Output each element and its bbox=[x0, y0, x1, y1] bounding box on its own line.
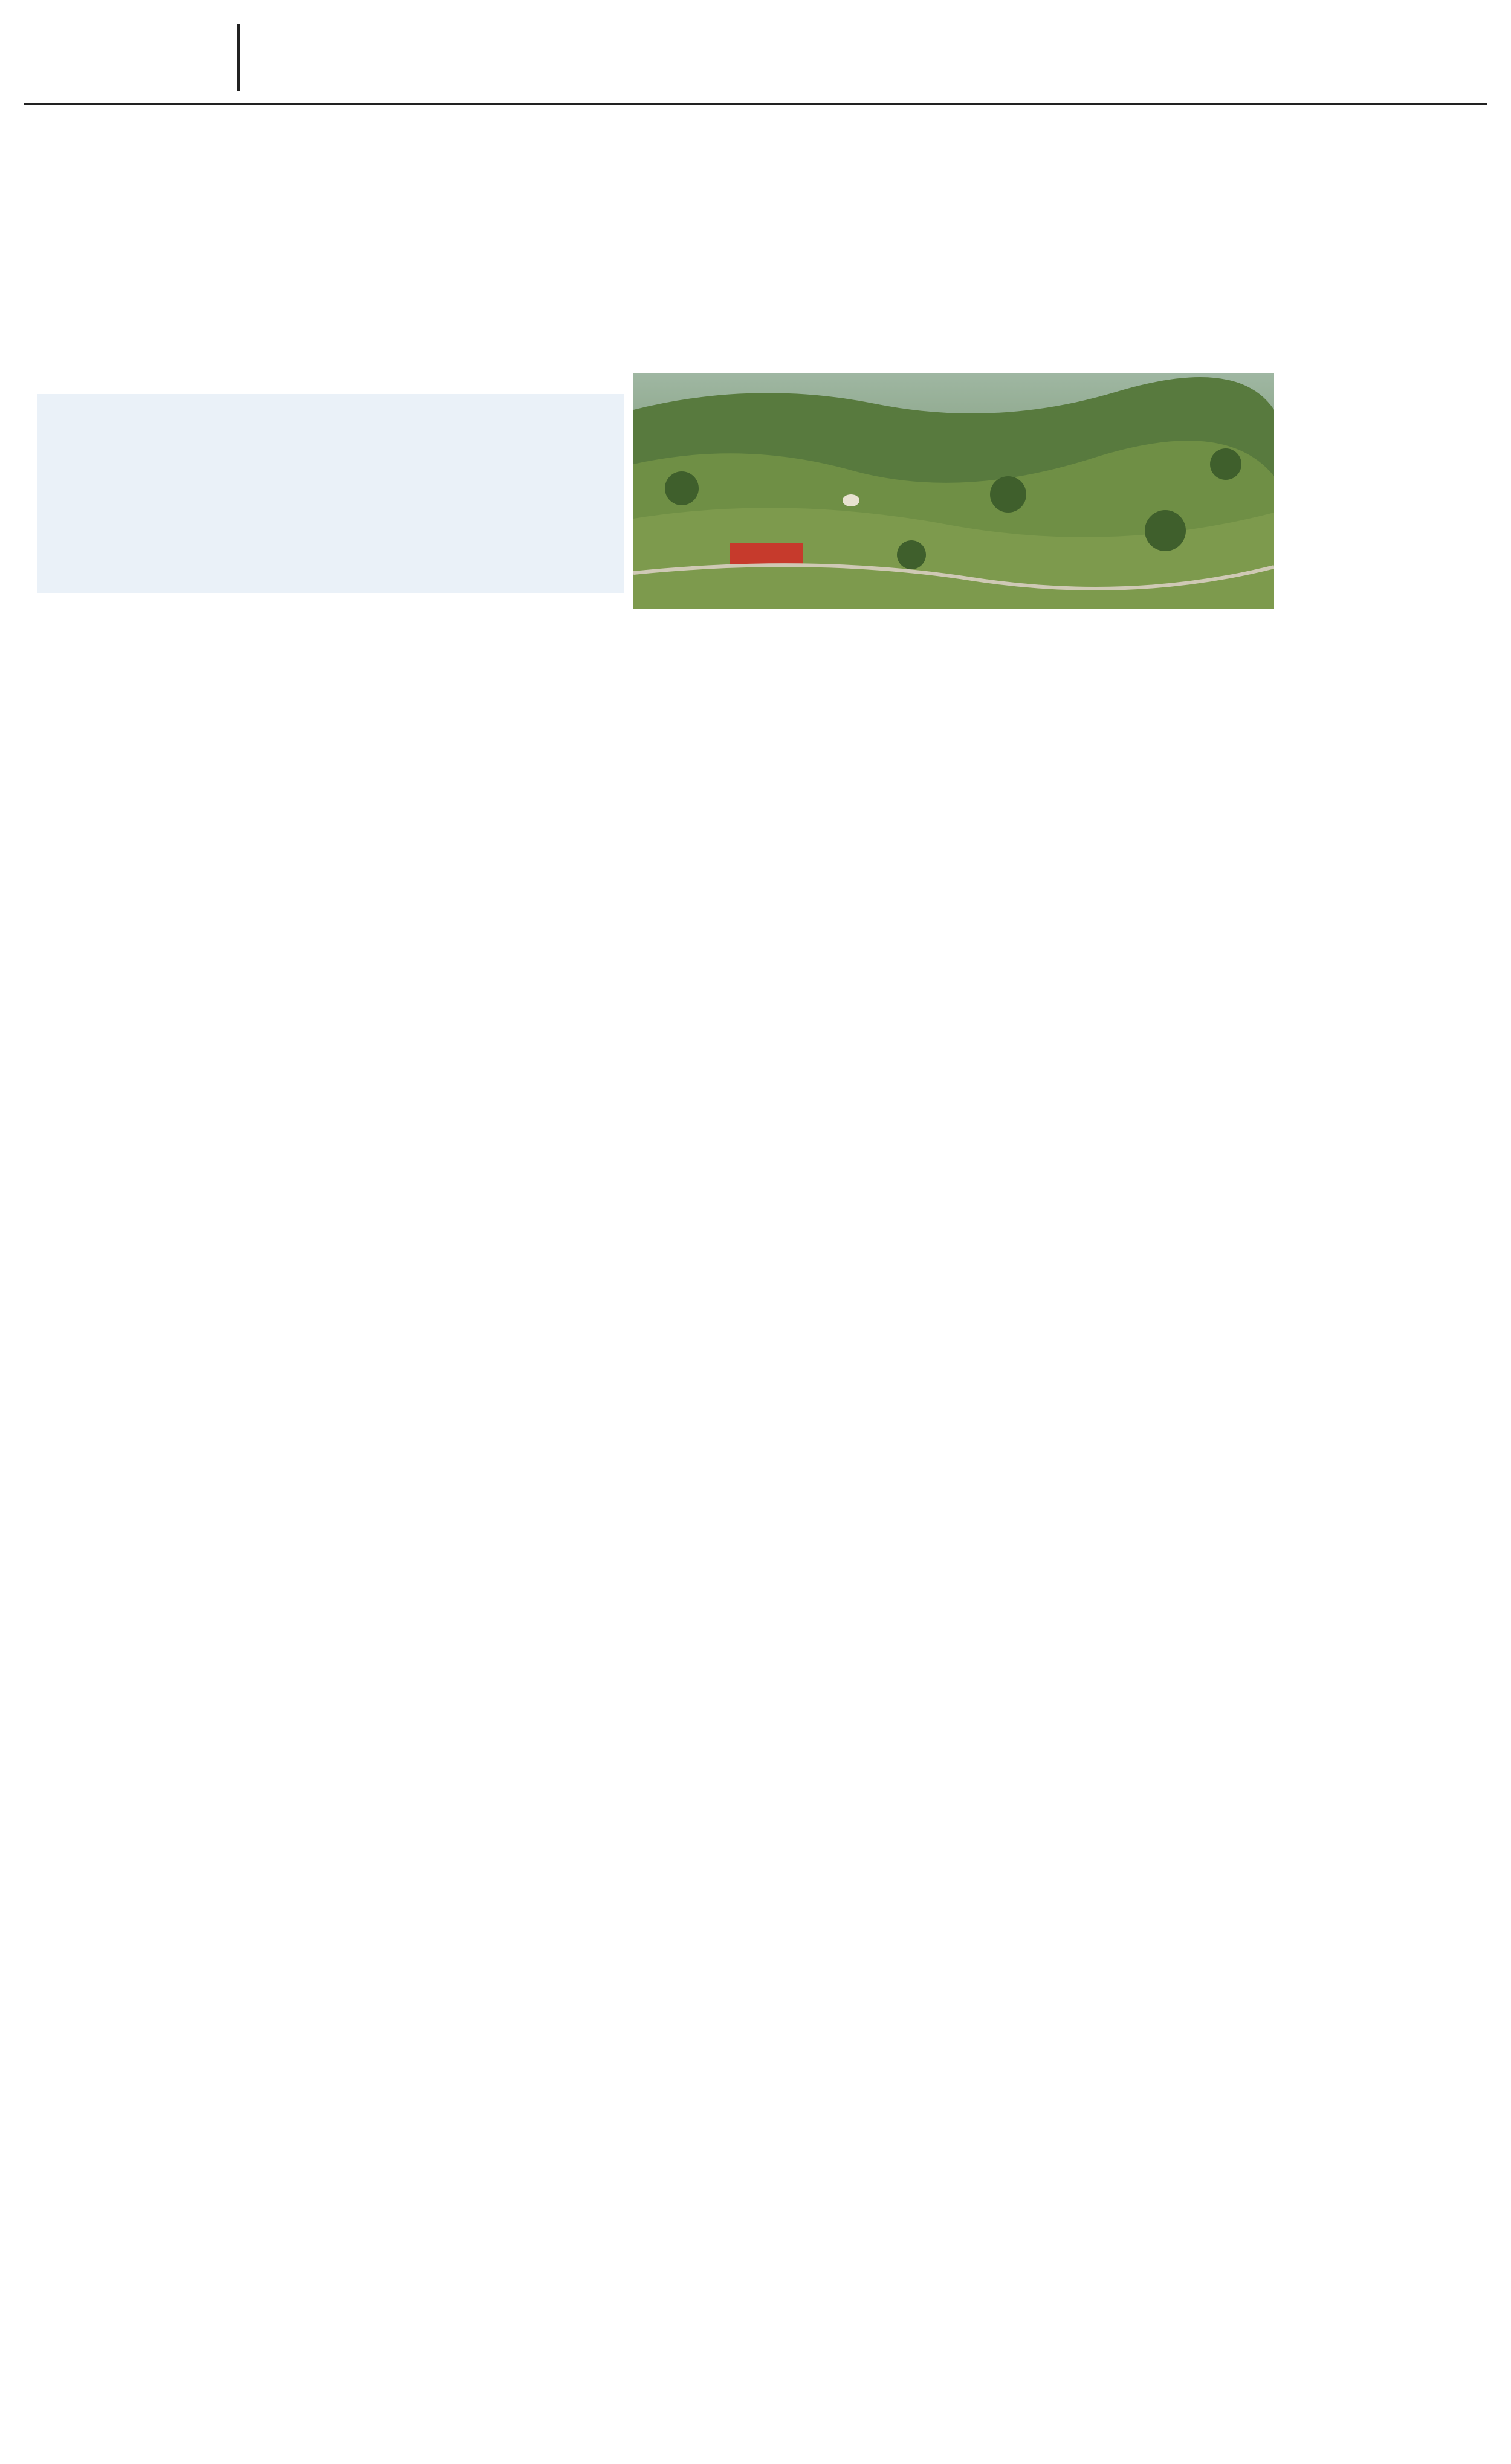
lead-col2b-text bbox=[296, 949, 541, 1239]
masthead-divider bbox=[237, 24, 240, 91]
masthead-rule bbox=[24, 103, 1487, 105]
lead-col1b-text bbox=[37, 967, 282, 1238]
lead-keynote-box bbox=[37, 394, 624, 593]
lead-col3-text bbox=[555, 641, 800, 901]
lead-col1-text bbox=[37, 641, 282, 887]
village-aerial-image bbox=[633, 373, 1274, 609]
village-photo bbox=[633, 373, 1274, 609]
lead-col2-text bbox=[296, 641, 541, 931]
lead-col3b-text bbox=[555, 967, 800, 1238]
